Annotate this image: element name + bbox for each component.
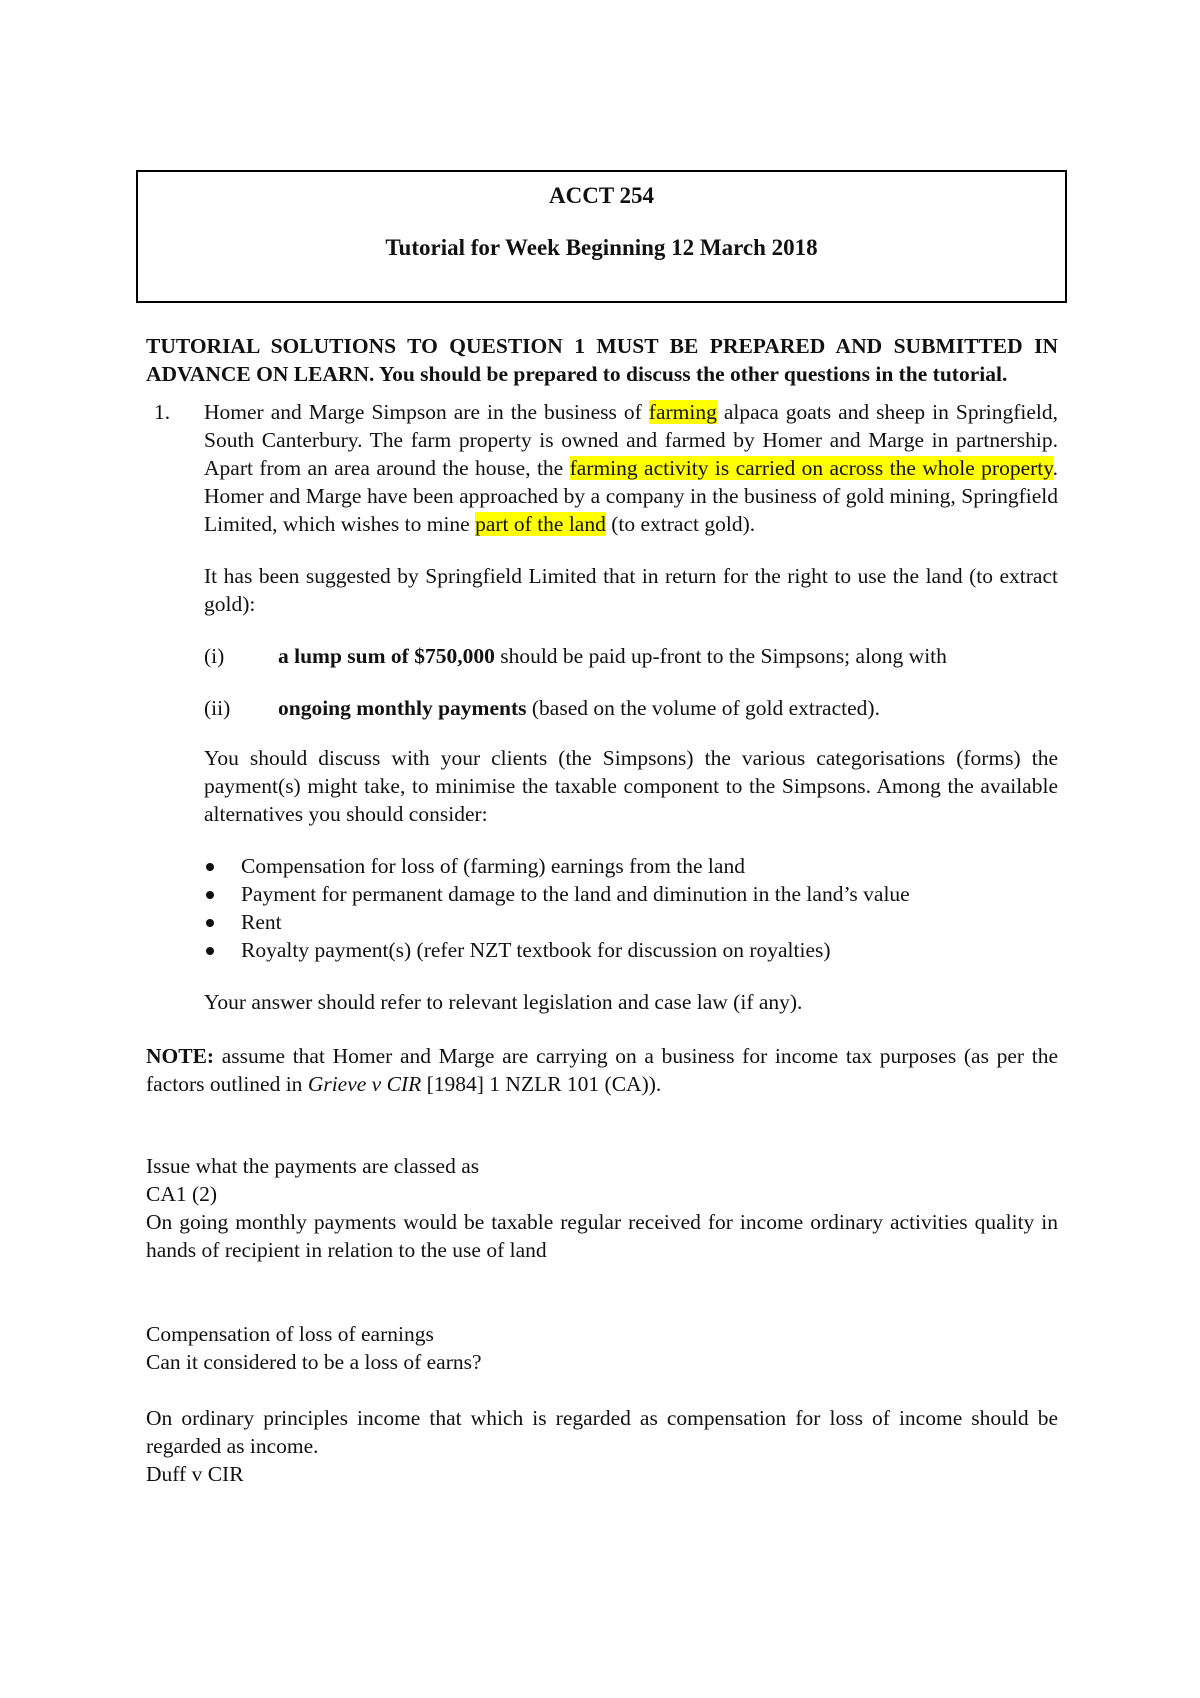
case-name: Grieve v CIR: [307, 1072, 422, 1096]
text-run: Homer and Marge Simpson are in the business of: [204, 400, 649, 424]
payment-item-2: [204, 694, 1058, 722]
title-box: [136, 170, 1067, 303]
instructions: TUTORIAL SOLUTIONS TO QUESTION 1 MUST BE PREPARED AND SUBMITTED IN ADVANCE ON LEARN. You should be prepared to discuss the other questions in the tutorial.: [146, 334, 1058, 386]
document-body: [146, 332, 1058, 1488]
course-code: ACCT 254: [548, 183, 654, 208]
question-1: [146, 398, 1058, 1016]
question-paragraph-3: You should discuss with your clients (the Simpsons) the various categorisations (forms) the payment(s) might take, to minimise the taxable component to the Simpsons. Among the available alternatives you should consider:: [204, 746, 1058, 826]
text-run: [1984] 1 NZLR 101 (CA)).: [421, 1072, 662, 1096]
tutorial-title: Tutorial for Week Beginning 12 March 2018: [385, 235, 818, 260]
item-rest: should be paid up-front to the Simpsons; along with: [494, 644, 947, 668]
item-number: (ii): [204, 696, 231, 720]
question-paragraph-2: It has been suggested by Springfield Limited that in return for the right to use the land (to extract gold):: [204, 564, 1058, 616]
question-paragraph-4: Your answer should refer to relevant legislation and case law (if any).: [204, 990, 803, 1014]
list-item: [204, 908, 1058, 936]
notes-line: Can it considered to be a loss of earns?: [146, 1350, 482, 1374]
bullet-icon: [206, 919, 214, 927]
text-run: assume that Homer and Marge are carrying on a business for income tax purposes (as per the factors outlined in: [146, 1044, 1058, 1096]
list-item: [204, 852, 1058, 880]
question-paragraph-1: [204, 398, 1058, 538]
highlight-part-of-land: part of the land: [475, 512, 606, 536]
list-item-text: Compensation for loss of (farming) earnings from the land: [241, 854, 745, 878]
notes-line: Duff v CIR: [146, 1462, 244, 1486]
text-run: alpaca goats and sheep in Springfield, South Canterbury. The farm property is owned and farmed by Homer and Marge in partnership. Apart from an area around the house, the: [204, 400, 1058, 480]
notes-line: Issue what the payments are classed as: [146, 1154, 480, 1178]
text-run: . Homer and Marge have been approached by a company in the business of gold mining, Springfield Limited, which wishes to mine: [204, 456, 1058, 536]
bullet-icon: [206, 863, 214, 871]
list-item-text: Royalty payment(s) (refer NZT textbook for discussion on royalties): [241, 938, 831, 962]
notes-line: CA1 (2): [146, 1182, 218, 1206]
notes-line: On going monthly payments would be taxable regular received for income ordinary activities quality in hands of recipient in relation to the use of land: [146, 1210, 1058, 1262]
notes-line: On ordinary principles income that which is regarded as compensation for loss of income should be regarded as income.: [146, 1406, 1058, 1458]
item-number: (i): [204, 644, 225, 668]
bullet-icon: [206, 891, 214, 899]
item-bold: a lump sum of $750,000: [278, 644, 495, 668]
item-bold: ongoing monthly payments: [278, 696, 527, 720]
highlight-farming-activity: farming activity is carried on across the whole property: [569, 456, 1053, 480]
bullet-icon: [206, 947, 214, 955]
payment-item-1: [204, 642, 1058, 670]
note-label: NOTE:: [146, 1044, 215, 1068]
question-number: 1.: [154, 400, 171, 424]
list-item: [204, 880, 1058, 908]
notes-line: Compensation of loss of earnings: [146, 1322, 434, 1346]
list-item-text: Rent: [241, 910, 282, 934]
list-item: [204, 936, 1058, 964]
text-run: (to extract gold).: [605, 512, 756, 536]
item-rest: (based on the volume of gold extracted).: [526, 696, 880, 720]
alternatives-list: [204, 852, 1058, 964]
list-item-text: Payment for permanent damage to the land and diminution in the land’s value: [241, 882, 910, 906]
note-paragraph: [146, 1042, 1058, 1098]
highlight-farming: farming: [648, 400, 717, 424]
